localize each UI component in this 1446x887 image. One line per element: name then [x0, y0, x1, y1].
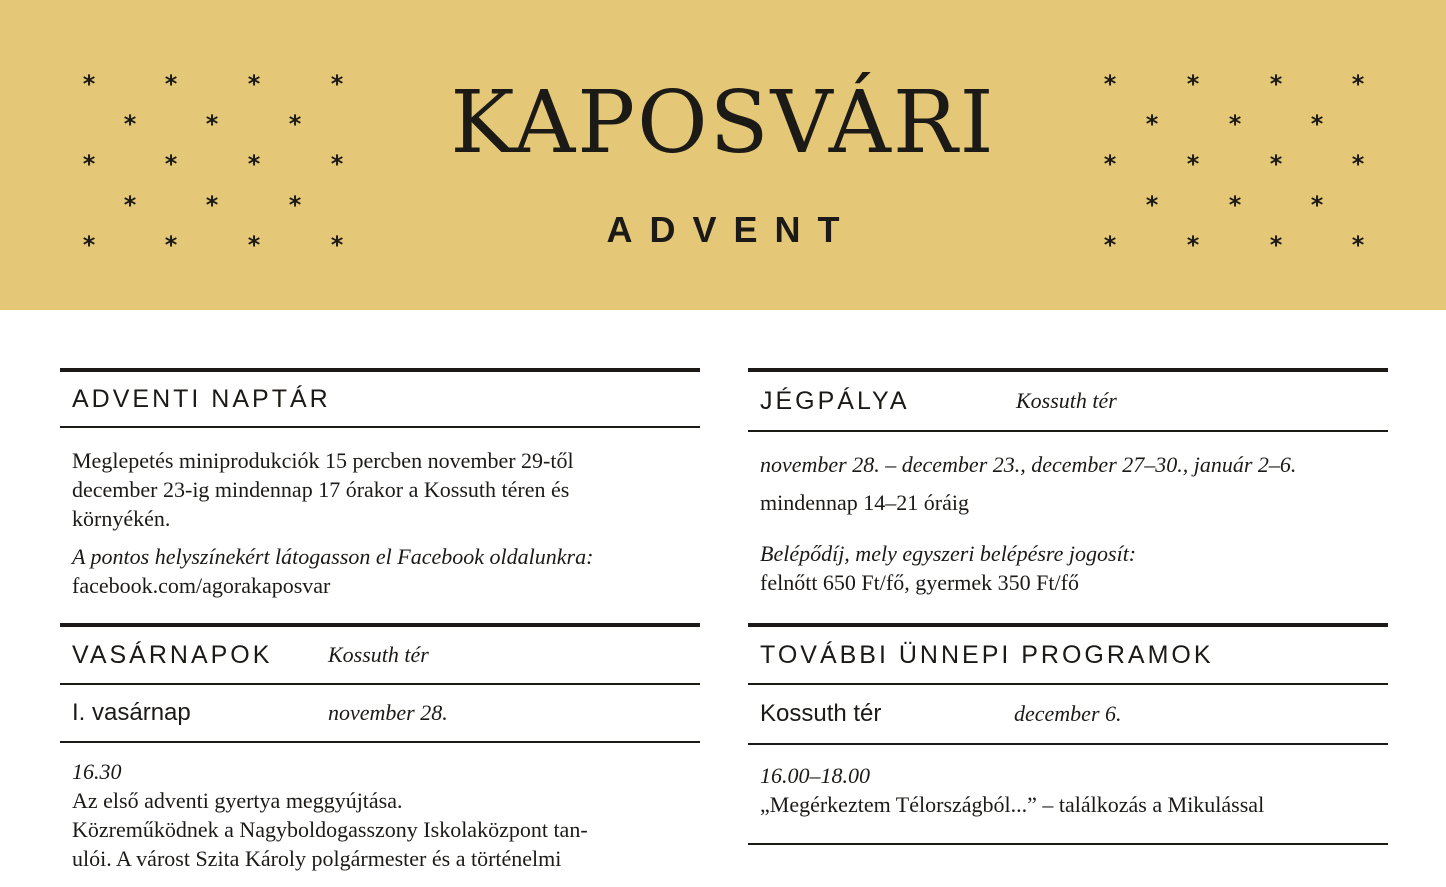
asterisk-icon: * — [164, 231, 178, 259]
asterisk-icon: * — [1103, 70, 1117, 98]
page-subtitle: ADVENT — [606, 209, 857, 250]
jegpalya-fee-text: felnőtt 650 Ft/fő, gyermek 350 Ft/fő — [760, 570, 1079, 595]
jegpalya-dates: november 28. – december 23., december 27–30., január 2–6. — [760, 452, 1297, 477]
adventi-naptar-body — [60, 428, 700, 623]
asterisk-icon: * — [1351, 150, 1365, 178]
asterisk-icon: * — [288, 110, 302, 138]
vasarnapok-location: Kossuth tér — [328, 642, 429, 667]
asterisk-icon: * — [1269, 150, 1283, 178]
jegpalya-hours: mindennap 14–21 óráig — [760, 490, 969, 515]
asterisk-icon: * — [1269, 231, 1283, 259]
program-date: december 6. — [1014, 701, 1122, 726]
section-heading-adventi-naptar — [60, 372, 700, 426]
facebook-link[interactable]: facebook.com/agorakaposvar — [72, 573, 331, 598]
section-heading-text: ADVENTI NAPTÁR — [72, 384, 331, 413]
vasarnap-time: 16.30 — [72, 759, 122, 784]
asterisk-icon: * — [1186, 150, 1200, 178]
vasarnap-line: Az első adventi gyertya meggyújtása. — [72, 788, 403, 813]
asterisk-icon: * — [330, 150, 344, 178]
asterisk-icon: * — [330, 70, 344, 98]
section-heading-text: TOVÁBBI ÜNNEPI PROGRAMOK — [760, 640, 1214, 669]
asterisk-icon: * — [1103, 231, 1117, 259]
asterisk-icon: * — [205, 110, 219, 138]
program-body — [748, 745, 1388, 843]
asterisk-icon: * — [288, 191, 302, 219]
asterisk-icon: * — [123, 110, 137, 138]
section-heading-jegpalya — [748, 372, 1388, 430]
jegpalya-fee-label: Belépődíj, mely egyszeri belépésre jogosít: — [760, 541, 1137, 566]
program-time: 16.00–18.00 — [760, 763, 870, 788]
section-heading-text: VASÁRNAPOK — [72, 640, 273, 669]
asterisk-icon: * — [1186, 231, 1200, 259]
asterisk-icon: * — [330, 231, 344, 259]
subheading-text: I. vasárnap — [72, 699, 191, 726]
adventi-naptar-note: A pontos helyszínekért látogasson el Facebook oldalunkra: — [72, 544, 594, 569]
section-heading-vasarnapok — [60, 627, 700, 683]
section-heading-tovabbi-programok — [748, 627, 1388, 683]
asterisk-icon: * — [82, 231, 96, 259]
jegpalya-body — [748, 432, 1388, 623]
adventi-naptar-text: Meglepetés miniprodukciók 15 percben november 29-től december 23-ig mindennap 17 órakor a Kossuth téren és környékén. — [72, 448, 574, 531]
asterisk-icon: * — [1145, 110, 1159, 138]
asterisk-icon: * — [1269, 70, 1283, 98]
subheading-i-vasarnap — [60, 685, 700, 741]
asterisk-icon: * — [164, 150, 178, 178]
asterisk-icon: * — [247, 70, 261, 98]
asterisk-icon: * — [247, 150, 261, 178]
asterisk-icon: * — [1351, 70, 1365, 98]
asterisk-icon: * — [1186, 70, 1200, 98]
asterisk-icon: * — [164, 70, 178, 98]
asterisk-icon: * — [82, 150, 96, 178]
asterisk-icon: * — [205, 191, 219, 219]
asterisk-icon: * — [123, 191, 137, 219]
vasarnap-body — [60, 743, 700, 887]
asterisk-icon: * — [1310, 110, 1324, 138]
asterisk-icon: * — [247, 231, 261, 259]
asterisk-icon: * — [1145, 191, 1159, 219]
asterisk-icon: * — [1310, 191, 1324, 219]
asterisk-icon: * — [1103, 150, 1117, 178]
vasarnap-date: november 28. — [328, 700, 448, 725]
left-column — [60, 368, 700, 887]
asterisk-icon: * — [1228, 110, 1242, 138]
right-column — [748, 368, 1388, 845]
header-banner — [0, 0, 1446, 310]
subheading-text: Kossuth tér — [760, 700, 882, 727]
vasarnap-line: ulói. A várost Szita Károly polgármester és a történelmi — [72, 846, 562, 871]
subheading-kossuth-ter — [748, 685, 1388, 743]
page-title: KAPOSVÁRI — [450, 73, 996, 173]
asterisk-icon: * — [1351, 231, 1365, 259]
vasarnap-line: Közreműködnek a Nagyboldogasszony Iskolaközpont tan- — [72, 817, 588, 842]
jegpalya-location: Kossuth tér — [1016, 388, 1117, 413]
program-text: „Megérkeztem Télországból...” – találkozás a Mikulással — [760, 792, 1265, 817]
asterisk-icon: * — [1228, 191, 1242, 219]
section-heading-text: JÉGPÁLYA — [760, 386, 910, 415]
asterisk-icon: * — [82, 70, 96, 98]
